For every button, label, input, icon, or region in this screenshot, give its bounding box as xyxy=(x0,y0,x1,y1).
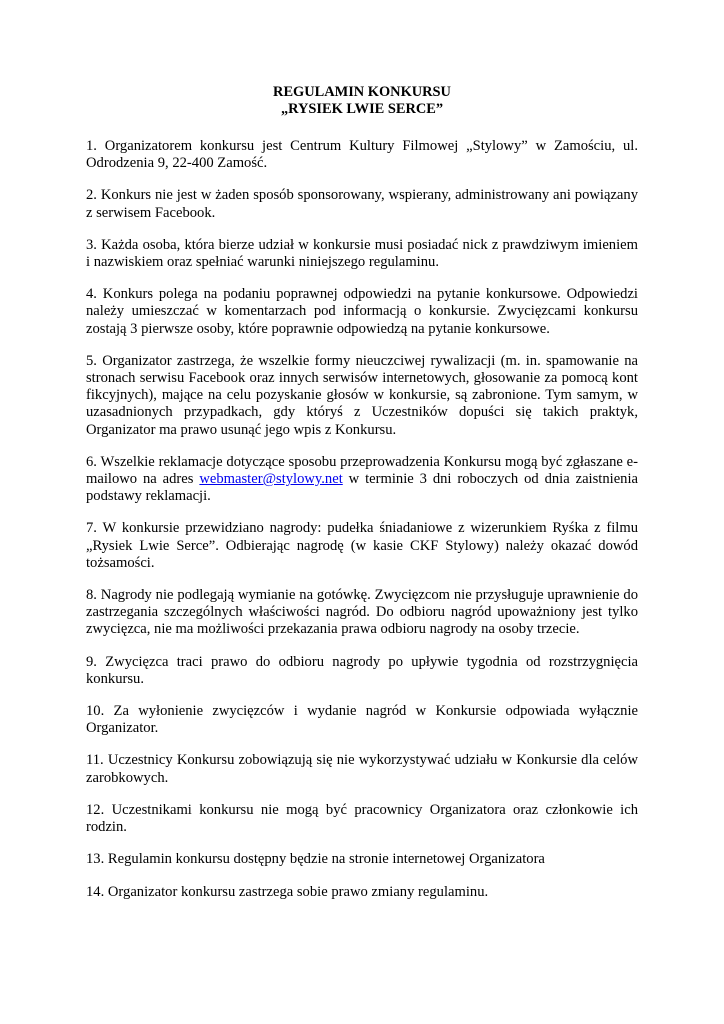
paragraph-14: 14. Organizator konkursu zastrzega sobie prawo zmiany regulaminu. xyxy=(86,883,489,900)
paragraph-12: 12. Uczestnikami konkursu nie mogą być pracownicy Organizatora oraz członkowie ich rodzin. xyxy=(86,801,638,836)
email-link[interactable]: webmaster@stylowy.net xyxy=(199,471,343,488)
paragraph-3: 3. Każda osoba, która bierze udział w konkursie musi posiadać nick z prawdziwym imieniem i nazwiskiem oraz spełniać warunki niniejszego regulaminu. xyxy=(86,236,638,271)
paragraph-2: 2. Konkurs nie jest w żaden sposób sponsorowany, wspierany, administrowany ani powiązany z serwisem Facebook. xyxy=(86,187,638,221)
paragraph-13: 13. Regulamin konkursu dostępny będzie na stronie internetowej Organizatora xyxy=(86,851,545,868)
document-title: REGULAMIN KONKURSU xyxy=(273,84,451,100)
title-block xyxy=(86,84,638,118)
paragraph-9: 9. Zwycięzca traci prawo do odbioru nagrody po upływie tygodnia od rozstrzygnięcia konkursu. xyxy=(86,653,638,687)
paragraph-6-text-before: 6. Wszelkie reklamacje dotyczące sposobu przeprowadzenia Konkursu mogą być zgłaszane e-mailowo na adres xyxy=(86,453,638,488)
paragraph-5: 5. Organizator zastrzega, że wszelkie formy nieuczciwej rywalizacji (m. in. spamowanie na stronach serwisu Facebook oraz innych serwisów internetowych, głosowanie za pomocą kont fikcyjnych), mające na celu pozyskanie głosów w konkursie, są zabronione. Tym samym, w uzasadnionych przypadkach, gdy któryś z Uczestników dopuści się takich praktyk, Organizator ma prawo usunąć jego wpis z Konkursu. xyxy=(86,352,638,438)
paragraph-10: 10. Za wyłonienie zwycięzców i wydanie nagród w Konkursie odpowiada wyłącznie Organizator. xyxy=(86,703,638,737)
paragraph-6-text-after: w terminie 3 dni roboczych od dnia zaistnienia podstawy reklamacji. xyxy=(86,471,638,505)
paragraph-1: 1. Organizatorem konkursu jest Centrum Kultury Filmowej „Stylowy” w Zamościu, ul. Odrodzenia 9, 22-400 Zamość. xyxy=(86,138,638,172)
paragraph-4: 4. Konkurs polega na podaniu poprawnej odpowiedzi na pytanie konkursowe. Odpowiedzi należy umieszczać w komentarzach pod informacją o konkursie. Zwycięzcami konkursu zostają 3 pierwsze osoby, które poprawnie odpowiedzą na pytanie konkursowe. xyxy=(86,286,638,337)
paragraph-6 xyxy=(86,454,638,506)
paragraph-7: 7. W konkursie przewidziano nagrody: pudełka śniadaniowe z wizerunkiem Ryśka z filmu „Rysiek Lwie Serce”. Odbierając nagrodę (w kasie CKF Stylowy) należy okazać dowód tożsamości. xyxy=(86,520,638,571)
paragraph-11: 11. Uczestnicy Konkursu zobowiązują się nie wykorzystywać udziału w Konkursie dla celów zarobkowych. xyxy=(86,752,638,786)
paragraph-8: 8. Nagrody nie podlegają wymianie na gotówkę. Zwycięzcom nie przysługuje uprawnienie do zastrzegania szczególnych właściwości nagród. Do odbioru nagród upoważniony jest tylko zwycięzca, nie ma możliwości przekazania prawa odbioru nagrody na osoby trzecie. xyxy=(86,587,638,638)
document-subtitle: „RYSIEK LWIE SERCE” xyxy=(280,101,444,117)
document-page xyxy=(86,84,638,916)
